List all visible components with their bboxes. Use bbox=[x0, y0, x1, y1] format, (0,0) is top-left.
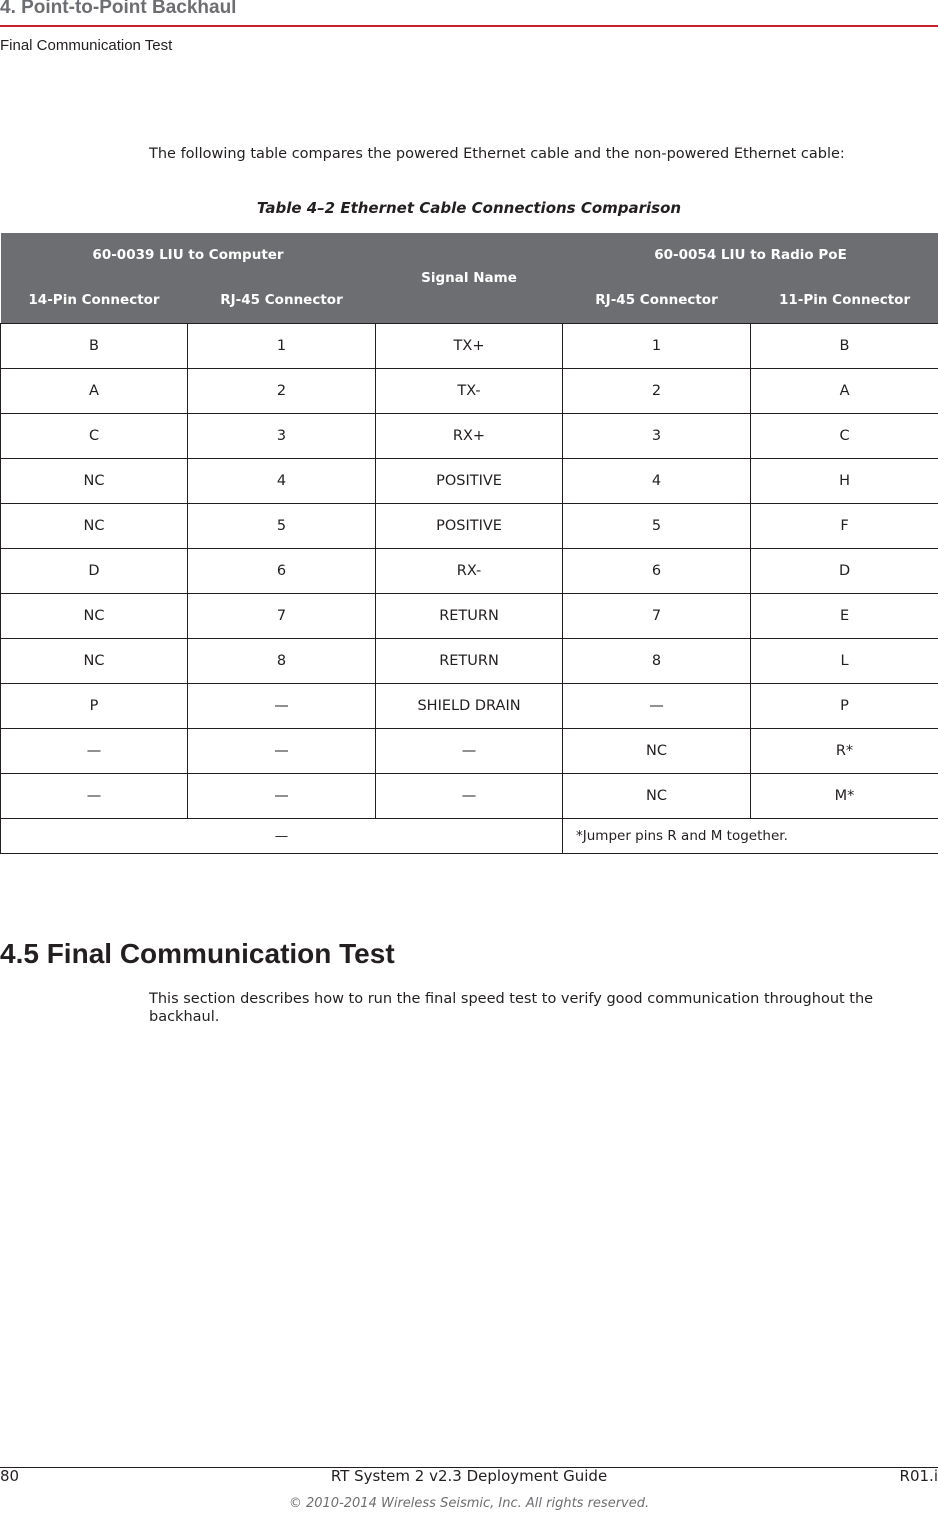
pin-11-cell: D bbox=[751, 549, 938, 594]
rj45-computer-cell: 3 bbox=[188, 414, 376, 459]
jumper-note: *Jumper pins R and M together. bbox=[563, 819, 938, 854]
signal-name-header: Signal Name bbox=[376, 233, 563, 324]
page-number: 80 bbox=[0, 1467, 20, 1485]
rj45-radio-cell: 6 bbox=[563, 549, 751, 594]
table-row bbox=[1, 774, 938, 819]
rj45-radio-cell: NC bbox=[563, 774, 751, 819]
pin-11-cell: A bbox=[751, 369, 938, 414]
rj45-computer-cell: 7 bbox=[188, 594, 376, 639]
col-header-14-pin: 14-Pin Connector bbox=[1, 277, 188, 324]
intro-paragraph: The following table compares the powered Ethernet cable and the non-powered Ethernet cable: bbox=[149, 146, 845, 162]
signal-name-cell: RETURN bbox=[376, 594, 563, 639]
signal-name-cell: RX+ bbox=[376, 414, 563, 459]
header-divider bbox=[0, 25, 938, 27]
copyright-notice: © 2010-2014 Wireless Seismic, Inc. All rights reserved. bbox=[288, 1496, 650, 1511]
col-header-rj45-radio: RJ-45 Connector bbox=[563, 277, 751, 324]
rj45-computer-cell: 4 bbox=[188, 459, 376, 504]
table-row bbox=[1, 324, 938, 369]
rj45-radio-cell: 8 bbox=[563, 639, 751, 684]
signal-name-cell: — bbox=[376, 774, 563, 819]
signal-name-cell: POSITIVE bbox=[376, 459, 563, 504]
section-title: 4.5 Final Communication Test bbox=[0, 938, 395, 969]
signal-name-cell: TX+ bbox=[376, 324, 563, 369]
rj45-radio-cell: NC bbox=[563, 729, 751, 774]
signal-name-cell: RX- bbox=[376, 549, 563, 594]
pin-11-cell: P bbox=[751, 684, 938, 729]
table-row bbox=[1, 369, 938, 414]
table-row bbox=[1, 729, 938, 774]
pin-11-cell: L bbox=[751, 639, 938, 684]
table-row bbox=[1, 639, 938, 684]
pin-11-cell: C bbox=[751, 414, 938, 459]
col-header-rj45-computer: RJ-45 Connector bbox=[188, 277, 376, 324]
rj45-computer-cell: 8 bbox=[188, 639, 376, 684]
group-header-radio-poe: 60-0054 LIU to Radio PoE bbox=[563, 233, 938, 277]
table-row bbox=[1, 414, 938, 459]
table-caption: Table 4–2 Ethernet Cable Connections Comparison bbox=[256, 199, 682, 217]
table-footer-row bbox=[1, 819, 938, 854]
rj45-radio-cell: 5 bbox=[563, 504, 751, 549]
ethernet-comparison-table bbox=[0, 233, 938, 854]
rj45-computer-cell: 6 bbox=[188, 549, 376, 594]
rj45-computer-cell: — bbox=[188, 684, 376, 729]
section-header: Final Communication Test bbox=[0, 37, 173, 54]
signal-name-cell: RETURN bbox=[376, 639, 563, 684]
signal-name-cell: POSITIVE bbox=[376, 504, 563, 549]
rj45-radio-cell: 7 bbox=[563, 594, 751, 639]
pin-14-cell: NC bbox=[1, 639, 188, 684]
rj45-computer-cell: 2 bbox=[188, 369, 376, 414]
pin-14-cell: — bbox=[1, 774, 188, 819]
document-title: RT System 2 v2.3 Deployment Guide bbox=[330, 1467, 608, 1485]
pin-14-cell: NC bbox=[1, 459, 188, 504]
rj45-computer-cell: — bbox=[188, 774, 376, 819]
group-header-computer: 60-0039 LIU to Computer bbox=[1, 233, 376, 277]
table-row bbox=[1, 594, 938, 639]
pin-14-cell: B bbox=[1, 324, 188, 369]
col-header-11-pin: 11-Pin Connector bbox=[751, 277, 938, 324]
rj45-computer-cell: — bbox=[188, 729, 376, 774]
pin-14-cell: — bbox=[1, 729, 188, 774]
revision-label: R01.i bbox=[899, 1467, 938, 1485]
pin-11-cell: R* bbox=[751, 729, 938, 774]
pin-14-cell: C bbox=[1, 414, 188, 459]
rj45-computer-cell: 5 bbox=[188, 504, 376, 549]
pin-14-cell: D bbox=[1, 549, 188, 594]
rj45-computer-cell: 1 bbox=[188, 324, 376, 369]
rj45-radio-cell: 4 bbox=[563, 459, 751, 504]
footer-dash: — bbox=[1, 819, 563, 854]
pin-11-cell: M* bbox=[751, 774, 938, 819]
pin-14-cell: NC bbox=[1, 594, 188, 639]
table-row bbox=[1, 549, 938, 594]
rj45-radio-cell: 2 bbox=[563, 369, 751, 414]
section-paragraph: This section describes how to run the final speed test to verify good communication throughout the backhaul. bbox=[149, 991, 874, 1025]
table-row bbox=[1, 459, 938, 504]
rj45-radio-cell: 3 bbox=[563, 414, 751, 459]
pin-14-cell: NC bbox=[1, 504, 188, 549]
pin-14-cell: P bbox=[1, 684, 188, 729]
pin-11-cell: E bbox=[751, 594, 938, 639]
signal-name-cell: — bbox=[376, 729, 563, 774]
signal-name-cell: SHIELD DRAIN bbox=[376, 684, 563, 729]
signal-name-cell: TX- bbox=[376, 369, 563, 414]
chapter-header: 4. Point-to-Point Backhaul bbox=[0, 0, 237, 18]
rj45-radio-cell: 1 bbox=[563, 324, 751, 369]
table-row bbox=[1, 684, 938, 729]
rj45-radio-cell: — bbox=[563, 684, 751, 729]
pin-11-cell: F bbox=[751, 504, 938, 549]
pin-11-cell: H bbox=[751, 459, 938, 504]
pin-14-cell: A bbox=[1, 369, 188, 414]
pin-11-cell: B bbox=[751, 324, 938, 369]
table-row bbox=[1, 504, 938, 549]
